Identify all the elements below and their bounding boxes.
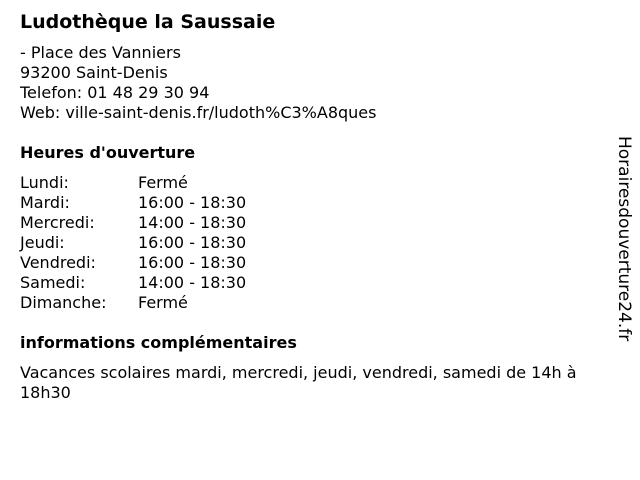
hours-list	[20, 173, 610, 313]
address-line-2: 93200 Saint-Denis	[20, 63, 168, 82]
info-text: Vacances scolaires mardi, mercredi, jeudi, vendredi, samedi de 14h à 18h30	[20, 363, 577, 402]
address-line-1: - Place des Vanniers	[20, 43, 181, 62]
hours-row-saturday	[20, 273, 610, 293]
day-hours: 14:00 - 18:30	[138, 213, 247, 232]
hours-heading: Heures d'ouverture	[20, 143, 196, 162]
day-label: Jeudi:	[20, 233, 65, 252]
day-hours: 16:00 - 18:30	[138, 193, 247, 212]
venue-name: Ludothèque la Saussaie	[20, 11, 276, 33]
day-hours: Fermé	[138, 173, 188, 192]
day-label: Samedi:	[20, 273, 86, 292]
hours-row-friday	[20, 253, 610, 273]
hours-row-monday	[20, 173, 610, 193]
day-hours: 14:00 - 18:30	[138, 273, 247, 292]
phone-line: Telefon: 01 48 29 30 94	[20, 83, 210, 102]
hours-row-tuesday	[20, 193, 610, 213]
day-label: Vendredi:	[20, 253, 96, 272]
day-label: Dimanche:	[20, 293, 107, 312]
day-label: Mardi:	[20, 193, 70, 212]
venue-address	[20, 43, 610, 123]
day-hours: 16:00 - 18:30	[138, 253, 247, 272]
opening-hours-card	[20, 8, 610, 403]
day-label: Lundi:	[20, 173, 69, 192]
day-label: Mercredi:	[20, 213, 95, 232]
info-heading: informations complémentaires	[20, 333, 297, 352]
hours-row-sunday	[20, 293, 610, 313]
day-hours: 16:00 - 18:30	[138, 233, 247, 252]
day-hours: Fermé	[138, 293, 188, 312]
hours-row-thursday	[20, 233, 610, 253]
brand-watermark: Horairesdouverture24.fr	[614, 136, 634, 342]
hours-row-wednesday	[20, 213, 610, 233]
web-line: Web: ville-saint-denis.fr/ludoth%C3%A8ques	[20, 103, 377, 122]
